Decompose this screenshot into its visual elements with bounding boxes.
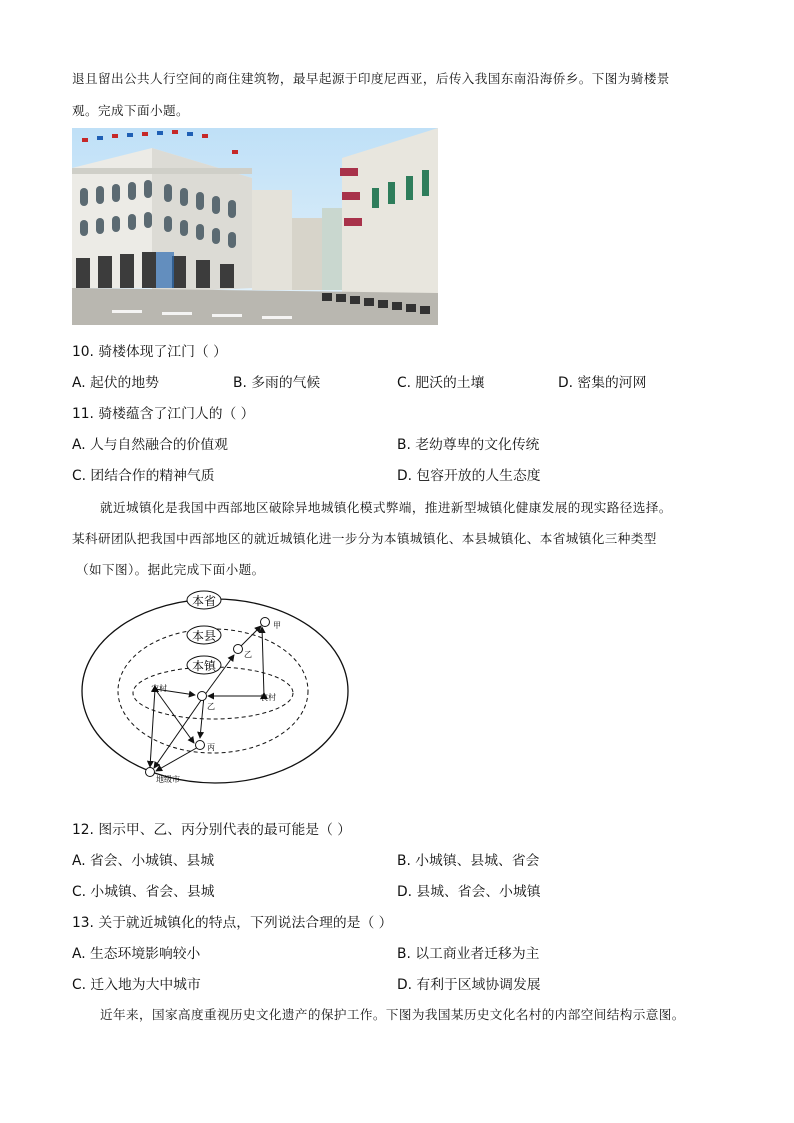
- q13-option-b: B. 以工商业者迁移为主: [397, 946, 540, 962]
- label-prefecture-city: 地级市: [156, 775, 180, 784]
- province-label: 本省: [191, 594, 217, 608]
- q12-option-d: D. 县城、省会、小城镇: [397, 884, 541, 900]
- node-prefecture-city: [146, 768, 155, 777]
- node-yi-upper: [234, 645, 243, 654]
- q10-option-d: D. 密集的河网: [558, 375, 647, 391]
- qilou-photo: [72, 128, 438, 325]
- label-village-right: 农村: [260, 693, 276, 702]
- q12-option-a: A. 省会、小城镇、县城: [72, 853, 215, 869]
- q11-option-a: A. 人与自然融合的价值观: [72, 437, 228, 453]
- q11-option-b: B. 老幼尊卑的文化传统: [397, 437, 540, 453]
- q12-option-c: C. 小城镇、省会、县城: [72, 884, 215, 900]
- label-jia: 甲: [273, 621, 281, 630]
- label-yi-upper: 乙: [244, 650, 252, 659]
- q13-option-c: C. 迁入地为大中城市: [72, 977, 201, 993]
- node-yi-center: [198, 692, 207, 701]
- q12-stem: 12. 图示甲、乙、丙分别代表的最可能是（ ）: [72, 822, 352, 838]
- q13-option-a: A. 生态环境影响较小: [72, 946, 201, 962]
- q10-option-b: B. 多雨的气候: [233, 375, 321, 391]
- intro2-line3: （如下图）。据此完成下面小题。: [76, 562, 265, 577]
- town-label: 本镇: [191, 659, 217, 673]
- intro2-line2: 某科研团队把我国中西部地区的就近城镇化进一步分为本镇城镇化、本县城镇化、本省城镇化三种类型: [72, 531, 657, 546]
- q13-stem: 13. 关于就近城镇化的特点，下列说法合理的是（ ）: [72, 915, 393, 931]
- intro1-line2: 观。完成下面小题。: [72, 103, 189, 118]
- q12-option-b: B. 小城镇、县城、省会: [397, 853, 540, 869]
- q11-stem: 11. 骑楼蕴含了江门人的（ ）: [72, 406, 255, 422]
- q11-option-c: C. 团结合作的精神气质: [72, 468, 215, 484]
- q13-option-d: D. 有利于区域协调发展: [397, 977, 541, 993]
- label-yi-center: 乙: [207, 702, 215, 711]
- q10-option-a: A. 起伏的地势: [72, 375, 159, 391]
- intro1-line1: 退且留出公共人行空间的商住建筑物，最早起源于印度尼西亚，后传入我国东南沿海侨乡。下图为骑楼景: [72, 71, 670, 86]
- q10-option-c: C. 肥沃的土壤: [397, 375, 485, 391]
- intro2-line1: 就近城镇化是我国中西部地区破除异地城镇化模式弊端，推进新型城镇化健康发展的现实路径选择。: [100, 500, 672, 515]
- label-village-left: 农村: [151, 684, 167, 693]
- node-jia: [261, 618, 270, 627]
- q11-option-d: D. 包容开放的人生态度: [397, 468, 541, 484]
- node-bing: [196, 741, 205, 750]
- county-label: 本县: [191, 629, 217, 643]
- label-bing: 丙: [207, 743, 215, 752]
- q10-stem: 10. 骑楼体现了江门（ ）: [72, 344, 227, 360]
- intro3-line1: 近年来，国家高度重视历史文化遗产的保护工作。下图为我国某历史文化名村的内部空间结构示意图。: [100, 1007, 685, 1022]
- county-boundary: [118, 629, 308, 753]
- urbanization-diagram: [78, 585, 353, 785]
